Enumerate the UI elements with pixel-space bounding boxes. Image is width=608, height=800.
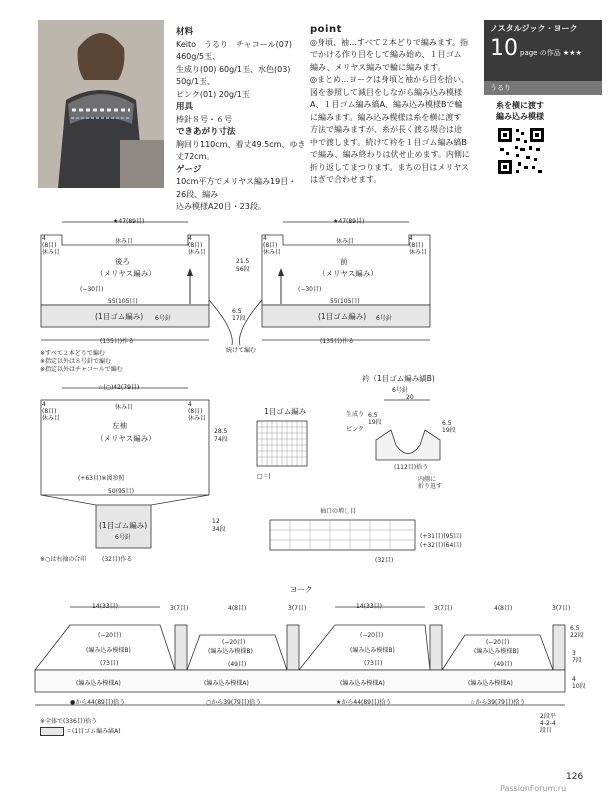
back-needle: 6号針 [155,315,171,322]
yoke-pattern-a: (編み込み模様A) [468,680,513,687]
yoke-small-dim: 3(7目) [288,605,307,612]
front-needle: 6号針 [376,315,392,322]
collar-pick: (112目)拾う [394,464,429,471]
point-line: ◎まとめ…ヨークは身頃と袖から目を拾い、 [310,75,469,84]
yoke-dec: (−20目) [222,639,246,646]
sleeve-sub: （メリヤス編み） [96,434,156,443]
sleeve-title: 左袖 [112,421,127,430]
yoke-pattern-a: (編み込み模様A) [340,680,385,687]
back-side-small: 4 (8目) 休み目 [42,235,61,256]
gauge-text: 10cm平方でメリヤス編み19目・26段、編み [176,177,297,199]
sleeve-width: 50(95目) [108,488,134,495]
sleeve-yasumi: 休み目 [115,404,134,411]
back-sub: （メリヤス編み） [96,269,156,278]
yoke-pattern-a: (編み込み模様A) [204,680,249,687]
materials-line: ピンク(01) 20g/1玉 [176,89,250,99]
front-width: 55(105目) [330,298,360,305]
sleeve-rib-height: 12 34段 [212,518,226,533]
back-top-width: ★47(89目) [113,218,145,225]
yoke-dec: (−20目) [98,632,122,639]
materials-heading: 材料 [176,27,194,37]
materials-line: Keito うるり チャコール(07) 460g/5玉、 [176,39,293,61]
yoke-73: (73目) [364,660,383,667]
front-top-width: ★47(89目) [333,218,365,225]
yoke-bottom: ●から44(89目)拾う [70,699,126,706]
rib-chart-title: 1目ゴム編み [264,407,307,416]
badge-title: ノスタルジック・ヨーク [490,24,578,33]
yoke-49: (49目) [228,661,247,668]
inc-c: (32目) [375,557,394,564]
materials-line: 生成り(00) 60g/1玉、水色(03) 50g/1玉、 [176,64,291,86]
front-side-small: 4 (8目) 休み目 [263,235,282,256]
yoke-small-dim: 3(7目) [434,605,453,612]
tools-heading: 用具 [176,102,194,112]
yoke-73: (73目) [100,660,119,667]
badge-page-suffix: page の作品 ★★★ [520,49,582,57]
sleeve-height: 28.5 74段 [214,428,228,443]
note: ※すべて２本どりで編む [40,350,105,357]
inc-b: (+32目)(64目) [420,542,462,549]
collar-needle: 6号針 [392,387,408,394]
yoke-49: (49目) [494,661,513,668]
yoke-small-dim: 4(8目) [228,605,247,612]
back-yasumi: 休み目 [115,238,134,245]
rib-legend: □＝| [257,473,271,480]
yoke-dec-note: 2段平 4-2-4 段目 [540,713,556,734]
yoke-pattern-b: (編み込み模様B) [350,647,395,654]
point-line: 中で渡します。続けて衿を１目ゴム編み縞B [310,137,467,147]
front-side-small: 4 (8目) 休み目 [409,235,428,256]
point-line: A、１目ゴム編み縞A、編み込み模様Bで輪 [310,100,463,109]
note: ※指定以外はチャコールで編む [40,366,123,373]
size-text: 胸回り110cm、着丈49.5cm、ゆき丈72cm。 [176,139,306,161]
back-side-small: 4 (8目) 休み目 [188,235,207,256]
yoke-dec: (−20目) [486,639,510,646]
sleeve-note: ※○は右袖の合印 [40,556,87,563]
inc-title: 袖口の増し目 [320,508,357,515]
legend-swatch [40,727,64,736]
front-dec: (−30目) [298,286,322,293]
page-number: 126 [566,772,584,782]
qr-label-line: 糸を横に渡す [496,101,544,110]
front-title: 前 [340,257,348,266]
back-title: 後ろ [115,257,130,266]
sleeve-inc: (+63目)※図参照 [78,475,125,482]
sleeve-cast: (32目)作る [102,556,133,563]
collar-title: 衿（1目ゴム編み縞B) [362,374,435,383]
sleeve-side: 4 (8目) 休み目 [42,401,61,422]
yoke-pattern-b: (編み込み模様B) [474,648,519,655]
yoke-title: ヨーク [290,585,313,594]
point-line: 折り返してまつります。まちの目はメリヤス [310,162,470,172]
rib-height: 6.5 17段 [232,308,246,322]
yoke-dec: (−20目) [360,632,384,639]
back-rib: (1目ゴム編み) [95,312,144,321]
yoke-pattern-b: (編み込み模様B) [208,648,253,655]
collar-fold: 内側に 折り返す [418,476,443,490]
badge-brand: うるり [484,81,602,95]
back-dec: (−30目) [80,286,104,293]
point-line: はぎで合わせます。 [310,175,382,184]
point-line: に編みます。編み込み模様は糸を横に渡す [310,112,462,122]
yoke-right-h2: 3 7段 [572,650,582,664]
sleeve-rib: (1目ゴム編み) [99,521,148,530]
front-rib: (1目ゴム編み) [318,312,367,321]
back-cast: (135目)作る [100,338,135,345]
point-line: で編み、編み終わりは伏せ止めます。内側に [310,150,470,159]
yoke-small-dim: 4(8目) [494,605,513,612]
yoke-right-h: 6.5 22段 [570,625,584,639]
yoke-small-dim: 3(7目) [170,605,189,612]
point-line: 方法で編みますが、糸が長く渡る場合は途 [310,125,462,134]
front-cast: (135目)作る [320,338,355,345]
back-width: 55(105目) [108,298,138,305]
collar-left-h: 6.5 19段 [368,412,382,426]
point-line: 編み、メリヤス編みで輪に編みます。 [310,62,446,72]
sleeve-top: ☆(○)42(79目) [98,384,140,391]
yoke-top: 14(33目) [356,603,382,610]
collar-right-h: 6.5 19段 [442,420,456,434]
yoke-legend: ＝(1目ゴム編み縞A) [66,728,121,735]
badge-page: 10 [490,36,518,61]
yoke-legend: ※全体で(336目)拾う [40,718,98,725]
collar-pink: ピンク [346,426,364,433]
size-heading: できあがり寸法 [176,127,236,137]
yoke-bottom: ☆から39(79目)拾う [470,699,526,706]
gauge-text: 込み模様A20目・23段。 [176,202,266,211]
continue-label: 続けて編む [226,347,257,354]
watermark: PassionForum.ru [500,784,567,793]
inc-a: (+31目)(95目) [420,533,462,540]
point-line: ◎身頃、袖…すべて２本どりで編みます。指 [310,37,469,47]
yoke-bottom: ○から39(79目)拾う [206,699,262,706]
yoke-top: 14(33目) [92,603,118,610]
yoke-small-dim: 3(7目) [552,605,571,612]
point-line: 図を参照して減目をしながら編み込み模様 [310,87,462,97]
qr-label-line: 編み込み模様 [496,112,544,121]
point-line: でかける作り目をして編み始め、１目ゴム [310,50,462,59]
tools-text: 棒針８号・６号 [176,114,232,124]
front-yasumi: 休み目 [336,238,355,245]
yoke-pattern-a: (編み込み模様A) [76,680,121,687]
yoke-right-h3: 4 10段 [572,676,586,690]
body-height: 21.5 56段 [236,258,250,273]
point-heading: point [310,24,342,35]
yoke-bottom: ★から44(89目)拾う [336,699,392,706]
sleeve-side: 4 (8目) 休み目 [188,401,207,422]
front-sub: （メリヤス編み） [318,269,378,278]
note: ※指定以外は８号針で編む [40,358,112,365]
collar-width: 20 [406,394,414,401]
sleeve-needle: 6号針 [115,534,131,541]
collar-white: 生成り [346,411,365,418]
gauge-heading: ゲージ [176,164,202,175]
yoke-pattern-b: (編み込み模様B) [86,647,131,654]
